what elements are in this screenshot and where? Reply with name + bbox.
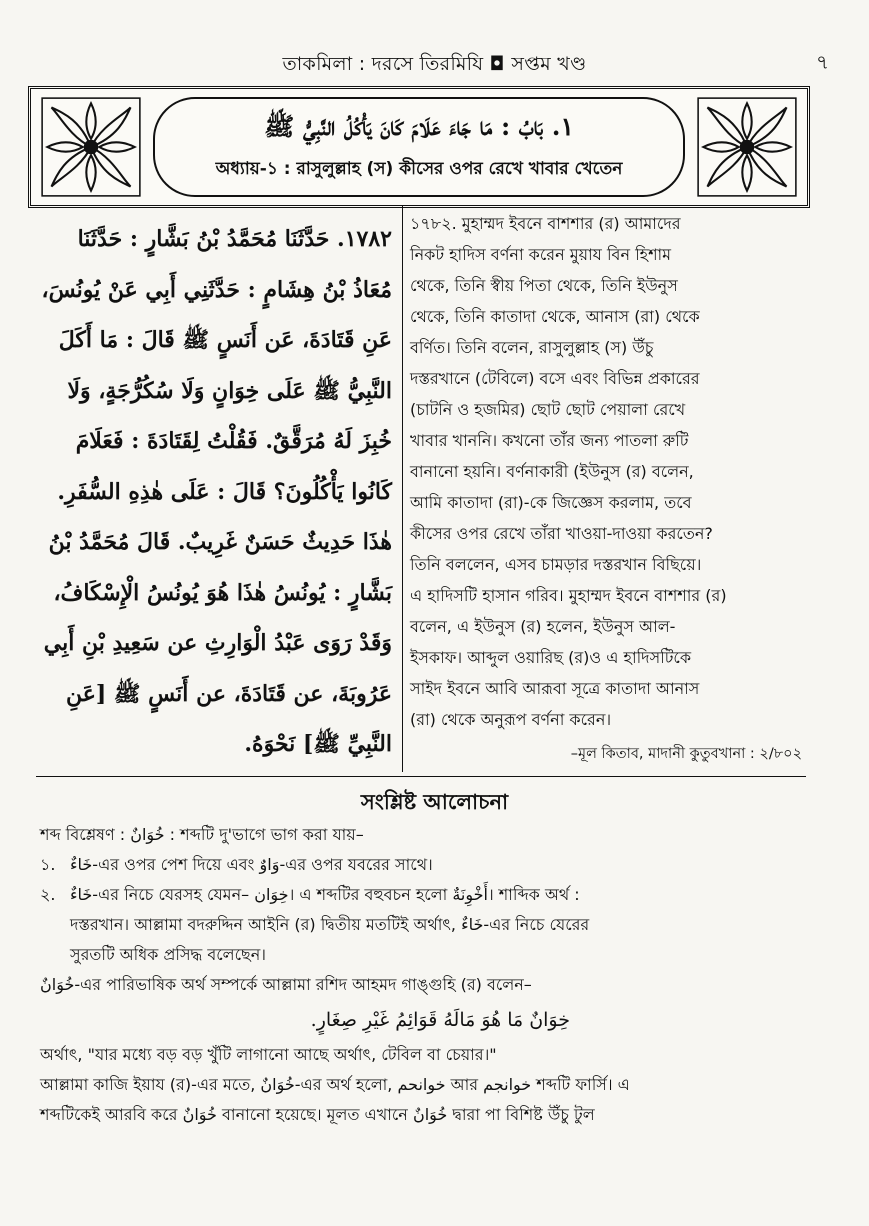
list-item [40, 880, 810, 910]
bangla-line: নিকট হাদিস বর্ণনা করেন মুয়ায বিন হিশাম [410, 245, 672, 264]
bangla-line: থেকে, তিনি স্বীয় পিতা থেকে, তিনি ইউনুস [410, 276, 678, 295]
bangla-line: ইসকাফ। আব্দুল ওয়ারিছ (র)ও এ হাদিসটিকে [410, 648, 692, 667]
chapter-title-box [28, 86, 810, 208]
list-item-text: خَاءٌ-এর নিচে যেরসহ যেমন– خِوَان। এ শব্দটির বহুবচন হলো أَخْوِنَةٌ। শাব্দিক অর্থ : [70, 885, 580, 904]
bangla-line: থেকে, তিনি কাতাদা থেকে, আনাস (রা) থেকে [410, 307, 700, 326]
column-divider [402, 206, 403, 772]
arabic-line: خُبِزَ لَهُ مُرَقَّقٌ. فَقُلْتُ لِقَتَادَةَ : فَعَلَامَ [75, 428, 392, 454]
word-analysis-intro: শব্দ বিশ্লেষণ : خُوَانٌ : শব্দটি দু'ভাগে ভাগ করা যায়– [40, 825, 364, 844]
arabic-line: هٰذَا حَدِيثٌ حَسَنٌ غَرِيبٌ. قَالَ مُحَمَّدُ بْنُ [48, 529, 392, 555]
bangla-line: আমি কাতাদা (রা)-কে জিজ্ঞেস করলাম, তবে [410, 493, 692, 512]
hadith-arabic-text [32, 214, 392, 770]
paragraph-line: আল্লামা কাজি ইয়ায (র)-এর মতে, خُوَانٌ-এর অর্থ হলো, خوانحم আর خوانجم শব্দটি ফার্সি। এ [40, 1075, 630, 1094]
section-divider [36, 776, 806, 777]
bangla-line: কীসের ওপর রেখে তাঁরা খাওয়া-দাওয়া করতেন? [410, 524, 713, 543]
bangla-line: এ হাদিসটি হাসান গরিব। মুহাম্মদ ইবনে বাশশার (র) [410, 586, 727, 605]
arabic-line: كَانُوا يَأْكُلُونَ؟ قَالَ : عَلَى هٰذِهِ السُّفَرِ. [57, 478, 392, 505]
bangla-line: সাইদ ইবনে আবি আরূবা সূত্রে কাতাদা আনাস [410, 679, 700, 698]
source-reference: –মূল কিতাব, মাদানী কুতুবখানা : ২/৮০২ [570, 746, 802, 762]
list-item-continuation: দস্তরখান। আল্লামা বদরুদ্দিন আইনি (র) দ্বিতীয় মতটিই অর্থাৎ, خَاءٌ-এর নিচে যেরের [70, 915, 590, 934]
hadith-bangla-translation [410, 208, 802, 770]
bangla-line: বলেন, এ ইউনুস (র) হলেন, ইউনুস আল- [410, 617, 676, 636]
section-heading: সংশ্লিষ্ট আলোচনা [360, 790, 509, 814]
bangla-line: তিনি বললেন, এসব চামড়ার দস্তরখান বিছিয়ে। [410, 555, 702, 574]
chapter-arabic-title: ١. بَابُ : مَا جَاءَ عَلَامَ كَانَ يَأْكُلُ النَّبِيُّ ﷺ [264, 111, 574, 141]
bangla-line: বর্ণিত। তিনি বলেন, রাসুলুল্লাহ (স) উঁচু [410, 338, 654, 357]
list-item [40, 850, 810, 880]
floral-ornament-right-icon [693, 95, 801, 199]
arabic-line: النَّبِيُّ ﷺ عَلَى خِوَانٍ وَلَا سُكُرُّجَةٍ، وَلَا [67, 377, 392, 404]
chapter-bangla-title: অধ্যায়-১ : রাসুলুল্লাহ (স) কীসের ওপর রেখে খাবার খেতেন [215, 158, 623, 179]
arabic-line: النَّبِيِّ ﷺ] نَحْوَهُ. [244, 731, 392, 757]
floral-ornament-left-icon [37, 95, 145, 199]
arabic-line: عَرُوبَةَ، عن قَتَادَةَ، عن أَنَسٍ ﷺ [عَنِ [65, 680, 392, 707]
arabic-line: مُعَاذُ بْنُ هِشَامٍ : حَدَّثَنِي أَبِي عَنْ يُونُسَ، [41, 276, 392, 303]
bangla-line: দস্তরখানে (টেবিলে) বসে এবং বিভিন্ন প্রকারের [410, 369, 700, 388]
discussion-body [40, 820, 810, 1130]
paragraph-line: শব্দটিকেই আরবি করে خُوَانٌ বানানো হয়েছে। মূলত এখানে خُوَانٌ দ্বারা পা বিশিষ্ট উঁচু টুল [40, 1105, 595, 1124]
arabic-line: عَنِ قَتَادَةَ، عَن أَنَسٍ ﷺ قَالَ : مَا أَكَلَ [58, 327, 392, 353]
page-number: ৭ [815, 50, 829, 74]
list-item-number: ২. [40, 885, 56, 904]
paragraph-line: خُوَانٌ-এর পারিভাষিক অর্থ সম্পর্কে আল্লামা রশিদ আহমদ গাঙ্গুহি (র) বলেন– [40, 975, 532, 994]
bangla-line: খাবার খাননি। কখনো তাঁর জন্য পাতলা রুটি [410, 431, 689, 450]
list-item-number: ১. [40, 855, 56, 874]
bangla-line: (রা) থেকে অনুরূপ বর্ণনা করেন। [410, 710, 612, 729]
list-item-text: خَاءٌ-এর ওপর পেশ দিয়ে এবং وَاوٌ-এর ওপর যবরের সাথে। [70, 855, 433, 874]
bangla-line: বানানো হয়নি। বর্ণনাকারী (ইউনুস (র) বলেন, [410, 462, 694, 481]
list-item-continuation: সুরতটি অধিক প্রসিদ্ধ বলেছেন। [70, 945, 267, 964]
arabic-line: بَشَّارٍ : يُونُسُ هٰذَا هُوَ يُونُسُ الْإِسْكَافُ، [53, 579, 392, 606]
bangla-line: ১৭৮২. মুহাম্মদ ইবনে বাশশার (র) আমাদের [410, 214, 681, 233]
arabic-quote: خِوَانٌ مَا هُوَ مَالَهُ قَوَائِمُ غَيْرِ صِغَارٍ. [310, 1009, 570, 1031]
page-header-title: তাকমিলা : দরসে তিরমিযি ◘ সপ্তম খণ্ড [282, 53, 587, 75]
bangla-line: (চাটনি ও হজমির) ছোট ছোট পেয়ালা রেখে [410, 400, 686, 419]
arabic-line: ١٧٨٢. حَدَّثَنَا مُحَمَّدُ بْنُ بَشَّارٍ : حَدَّثَنَا [77, 226, 392, 252]
arabic-line: وَقَدْ رَوَى عَبْدُ الْوَارِثِ عن سَعِيدِ بْنِ أَبِي [43, 630, 392, 656]
paragraph-line: অর্থাৎ, "যার মধ্যে বড় বড় খুঁটি লাগানো আছে অর্থাৎ, টেবিল বা চেয়ার।" [40, 1045, 497, 1064]
chapter-title-inner [153, 97, 685, 197]
